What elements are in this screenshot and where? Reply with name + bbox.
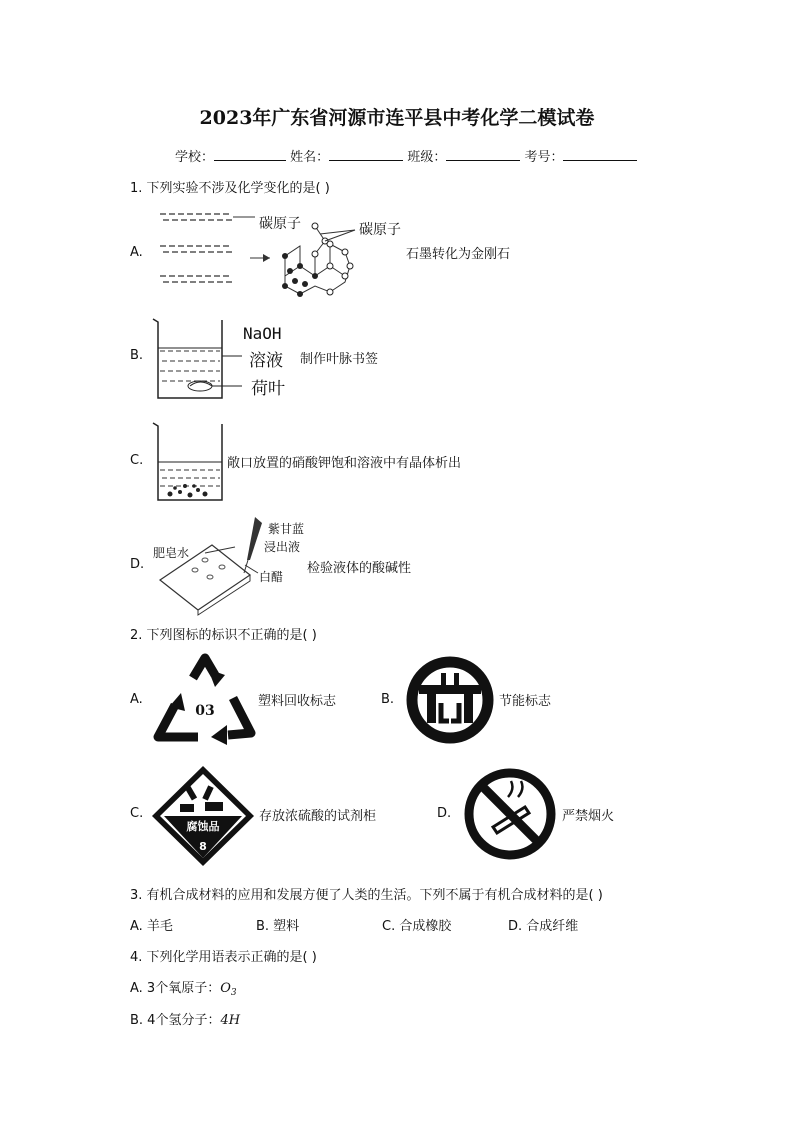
q2-option-c-text: 存放浓硫酸的试剂柜 (259, 809, 377, 824)
class-label: 班级： (407, 150, 447, 165)
school-blank (214, 148, 286, 161)
no-smoking-icon (463, 767, 557, 861)
q4-option-a-formula: O (220, 981, 231, 996)
q3-option-a: A. 羊毛 (130, 919, 173, 934)
school-label: 学校： (175, 150, 215, 165)
q2-option-d-text: 严禁烟火 (562, 809, 615, 824)
question-3-stem: 3. 有机合成材料的应用和发展方便了人类的生活。下列不属于有机合成材料的是( ) (130, 888, 603, 903)
soap-water-label: 肥皂水 (153, 546, 190, 560)
page-title: 2023年广东省河源市连平县中考化学二模试卷 (199, 107, 595, 129)
energy-saving-icon (405, 655, 495, 745)
q2-option-b-text: 节能标志 (499, 694, 552, 709)
q1-option-a-letter: A. (130, 245, 143, 260)
q4-option-b (130, 1009, 240, 1028)
student-info-line (175, 146, 637, 165)
q3-option-c: C. 合成橡胶 (382, 919, 452, 934)
q1-option-b-letter: B. (130, 348, 144, 363)
question-4-stem: 4. 下列化学用语表示正确的是( ) (130, 950, 317, 965)
q1-option-c-letter: C. (130, 453, 144, 468)
q4-option-a (130, 977, 237, 998)
q1-option-c-text: 敞口放置的硝酸钾饱和溶液中有晶体析出 (227, 456, 462, 471)
cabbage-label-2: 浸出液 (264, 540, 301, 554)
q2-option-a-text: 塑料回收标志 (258, 694, 337, 709)
q1-option-a-text: 石墨转化为金刚石 (406, 247, 511, 262)
naoh-label: NaOH (243, 324, 282, 343)
q3-option-d: D. 合成纤维 (508, 919, 579, 934)
recycle-triangle-icon (153, 653, 257, 745)
carbon-atom-label-2: 碳原子 (359, 222, 401, 238)
corrosive-sign-text: 腐蚀品 (186, 820, 220, 833)
q2-option-c-letter: C. (130, 806, 144, 821)
q2-option-a-letter: A. (130, 692, 143, 707)
q4-option-a-text: A. 3个氧原子： (130, 981, 221, 996)
question-1-stem: 1. 下列实验不涉及化学变化的是( ) (130, 181, 330, 196)
plastic-code: 03 (195, 703, 215, 719)
corrosive-sign-icon (150, 764, 256, 868)
corrosive-sign-number: 8 (199, 840, 207, 853)
beaker-crystals-figure (150, 420, 230, 504)
q4-option-b-text: B. 4个氢分子： (130, 1013, 221, 1028)
q4-option-b-formula: 4H (220, 1013, 241, 1028)
class-blank (446, 148, 520, 161)
q2-option-d-letter: D. (437, 806, 452, 821)
q1-option-d-letter: D. (130, 557, 145, 572)
question-2-stem: 2. 下列图标的标识不正确的是( ) (130, 628, 317, 643)
solution-label: 溶液 (249, 351, 283, 371)
q3-option-b: B. 塑料 (256, 919, 300, 934)
name-blank (329, 148, 403, 161)
vinegar-label: 白醋 (259, 570, 284, 584)
cabbage-label-1: 紫甘蓝 (268, 522, 305, 536)
q4-option-a-subscript: 3 (230, 988, 237, 998)
q1-option-b-text: 制作叶脉书签 (300, 352, 379, 367)
carbon-atom-label-1: 碳原子 (259, 216, 301, 232)
q2-option-b-letter: B. (381, 692, 395, 707)
name-label: 姓名： (290, 150, 330, 165)
q1-option-d-text: 检验液体的酸碱性 (307, 561, 412, 576)
leaf-label: 荷叶 (251, 379, 285, 399)
exam-no-label: 考号： (524, 150, 564, 165)
beaker-leaf-figure (150, 316, 250, 401)
exam-no-blank (563, 148, 637, 161)
